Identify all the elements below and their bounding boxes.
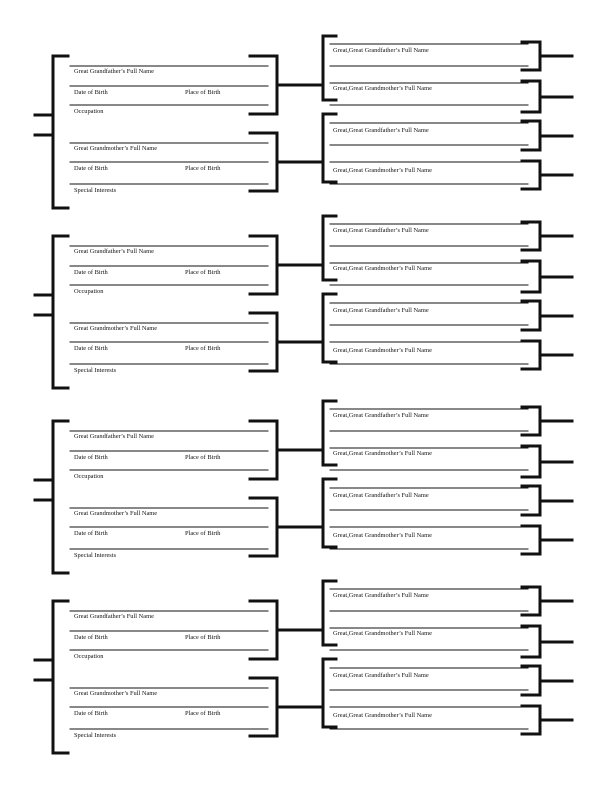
g4-gf-occ-label: Occupation xyxy=(74,653,104,660)
g4-gm-dob-label: Date of Birth xyxy=(74,710,108,717)
g3-ggm-upper-label: Great,Great Grandmother’s Full Name xyxy=(333,450,432,457)
g4-ggm-lower-label: Great,Great Grandmother’s Full Name xyxy=(333,712,432,719)
g2-ggm-upper-label: Great,Great Grandmother’s Full Name xyxy=(333,265,432,272)
g1-gf-pob-label: Place of Birth xyxy=(185,89,221,96)
g2-ggf-lower-label: Great,Great Grandfather’s Full Name xyxy=(333,307,429,314)
g1-gm-dob-label: Date of Birth xyxy=(74,165,108,172)
g4-gm-name-label: Great Grandmother’s Full Name xyxy=(74,690,158,697)
g3-gf-dob-label: Date of Birth xyxy=(74,454,108,461)
g3-ggf-upper-label: Great,Great Grandfather’s Full Name xyxy=(333,412,429,419)
g2-gf-dob-label: Date of Birth xyxy=(74,269,108,276)
g2-gf-occ-label: Occupation xyxy=(74,288,104,295)
g1-ggm-lower-label: Great,Great Grandmother’s Full Name xyxy=(333,167,432,174)
g1-gm-name-label: Great Grandmother’s Full Name xyxy=(74,145,158,152)
g3-gm-dob-label: Date of Birth xyxy=(74,530,108,537)
g2-gm-pob-label: Place of Birth xyxy=(185,345,221,352)
g4-ggm-upper-label: Great,Great Grandmother’s Full Name xyxy=(333,630,432,637)
g2-gm-dob-label: Date of Birth xyxy=(74,345,108,352)
g2-gf-pob-label: Place of Birth xyxy=(185,269,221,276)
g2-gm-name-label: Great Grandmother’s Full Name xyxy=(74,325,158,332)
g3-gf-occ-label: Occupation xyxy=(74,473,104,480)
g1-gm-si-label: Special Interests xyxy=(74,187,117,194)
g2-gm-si-label: Special Interests xyxy=(74,367,117,374)
g1-gm-pob-label: Place of Birth xyxy=(185,165,221,172)
g2-gf-name-label: Great Grandfather’s Full Name xyxy=(74,248,154,255)
g2-ggf-upper-label: Great,Great Grandfather’s Full Name xyxy=(333,227,429,234)
g4-gm-pob-label: Place of Birth xyxy=(185,710,221,717)
g3-gf-name-label: Great Grandfather’s Full Name xyxy=(74,433,154,440)
g4-gf-name-label: Great Grandfather’s Full Name xyxy=(74,613,154,620)
g1-gf-name-label: Great Grandfather’s Full Name xyxy=(74,68,154,75)
g3-gm-si-label: Special Interests xyxy=(74,552,117,559)
g1-ggm-upper-label: Great,Great Grandmother’s Full Name xyxy=(333,85,432,92)
g3-ggm-lower-label: Great,Great Grandmother’s Full Name xyxy=(333,532,432,539)
g4-gf-dob-label: Date of Birth xyxy=(74,634,108,641)
g4-ggf-upper-label: Great,Great Grandfather’s Full Name xyxy=(333,592,429,599)
g3-gm-pob-label: Place of Birth xyxy=(185,530,221,537)
g1-gf-dob-label: Date of Birth xyxy=(74,89,108,96)
g2-ggm-lower-label: Great,Great Grandmother’s Full Name xyxy=(333,347,432,354)
g4-gm-si-label: Special Interests xyxy=(74,732,117,739)
g1-gf-occ-label: Occupation xyxy=(74,108,104,115)
g1-ggf-lower-label: Great,Great Grandfather’s Full Name xyxy=(333,127,429,134)
g3-gf-pob-label: Place of Birth xyxy=(185,454,221,461)
g3-ggf-lower-label: Great,Great Grandfather’s Full Name xyxy=(333,492,429,499)
g4-ggf-lower-label: Great,Great Grandfather’s Full Name xyxy=(333,672,429,679)
g4-gf-pob-label: Place of Birth xyxy=(185,634,221,641)
g3-gm-name-label: Great Grandmother’s Full Name xyxy=(74,510,158,517)
g1-ggf-upper-label: Great,Great Grandfather’s Full Name xyxy=(333,47,429,54)
